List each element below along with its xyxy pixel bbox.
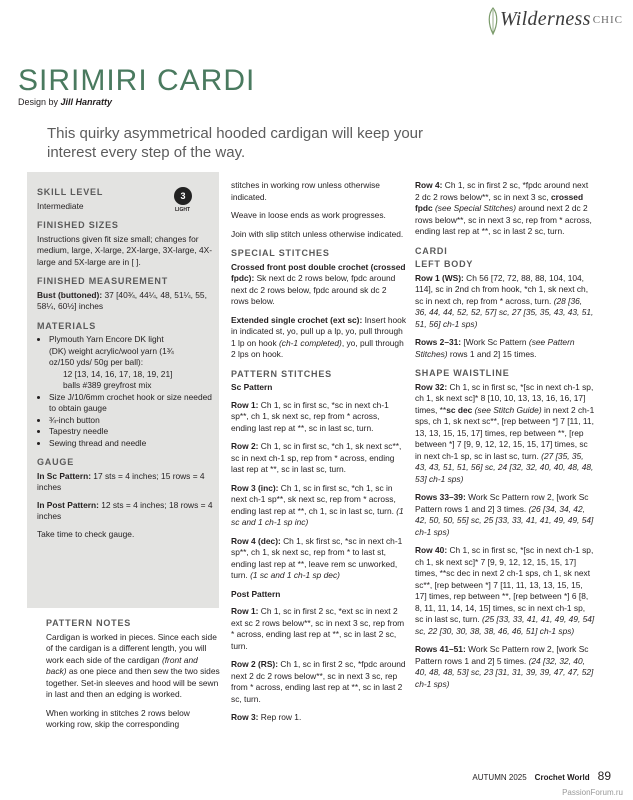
shape-waistline-heading: SHAPE WAISTLINE (415, 368, 510, 378)
materials-list (37, 334, 213, 449)
page-number: 89 (597, 769, 611, 783)
brand-tag: CHIC (592, 13, 623, 26)
post-pattern-heading: Post Pattern (231, 588, 281, 599)
yarn-weight-icon: 3 (174, 187, 192, 205)
pattern-row: Rows 2–31: [Work Sc Pattern (see Pattern Stitches) rows 1 and 2] 15 times. (415, 337, 575, 359)
notes-paragraph: When working in stitches 2 rows below working row, skip the corresponding (46, 707, 190, 729)
notes-heading: PATTERN NOTES (46, 618, 132, 628)
pattern-row: Row 4: Ch 1, sc in first 2 sc, *fpdc around next 2 dc 2 rows below**, sc in next 3 sc, crossed fpdc (see Special Stitches) around next 2 dc 2 rows below**, sc in next 3 sc, rep from * across, ending last rep at **, sc in last 2 sc, turn. (415, 180, 592, 236)
brand-logo (500, 8, 623, 31)
byline: Design by Jill Hanratty (18, 97, 113, 107)
pattern-row: Row 3 (inc): Ch 1, sc in first sc, *ch 1, sc in next ch-1 sp**, sk next sc, rep from * across, ending last rep at **, ch 1, sc in last sc, turn. (1 sc and 1 ch-1 sp inc) (231, 482, 404, 527)
materials-sidebar (27, 172, 219, 608)
pattern-stitches-heading: PATTERN STITCHES (231, 368, 332, 379)
page-title: SIRIMIRI CARDI (18, 64, 256, 97)
pattern-row: Row 40: Ch 1, sc in first sc, *[sc in next ch-1 sp, ch 1, sk next sc]* 7 [9, 9, 12, 12, 15, 15, 17] times, **sc dec in next 2 ch-1 sps, ch 1, sk next sc**, [rep between *] 7 [11, 11, 13, 13, 15, 15, 17] times, rep between **, [rep between *] 6 [8, 8, 11, 11, 14, 14, 15] times, sc in next ch-1 sp, sc in last sc, turn. (25 [33, 33, 41, 41, 49, 49, 54] sc, 22 [30, 30, 38, 38, 46, 46, 51] ch-1 sps) (415, 545, 595, 636)
stitch-definition: Crossed front post double crochet (crossed fpdc): Sk next dc 2 rows below, fpdc around next dc 2 rows below, fpdc around sk dc 2 rows below. (231, 261, 406, 306)
measurement-text: Bust (buttoned): 37 [40¾, 44¼, 48, 51¼, 55, 58¼, 60½] inches (37, 289, 207, 311)
special-stitches-heading: SPECIAL STITCHES (231, 248, 330, 258)
issue-label: AUTUMN 2025 (472, 773, 527, 782)
paragraph: Weave in loose ends as work progresses. (231, 210, 386, 220)
measurement-heading: FINISHED MEASUREMENT (37, 276, 169, 286)
paragraph: stitches in working row unless otherwise indicated. (231, 180, 380, 202)
left-body-heading: LEFT BODY (415, 259, 474, 269)
gauge-heading: GAUGE (37, 457, 75, 467)
notes-paragraph: Cardigan is worked in pieces. Since each side of the cardigan is a different length, you will work each side of the cardigan (front and back) as one piece and then sew the two sides together. Set-in sleeves and hood will be sewn in last and then an edging is worked. (46, 631, 220, 699)
brand-script: Wilderness (499, 8, 591, 30)
yarn-weight-label: LIGHT (175, 207, 190, 213)
list-item: • Size J/10/6mm crochet hook or size needed to obtain gauge (49, 392, 213, 415)
pattern-row: Row 32: Ch 1, sc in first sc, *[sc in next ch-1 sp, ch 1, sk next sc]* 8 [10, 10, 13, 13, 16, 16, 17] times, **sc dec (see Stitch Guide) in next 2 ch-1 sps, ch 1, sk next sc**, [rep between *] 7 [11, 11, 13, 13, 15, 15, 17] times, rep between **, [rep between *] 7 [9, 9, 12, 12, 15, 15, 17] times, sc in next ch-1 sp, sc in last sc, turn. (27 [35, 35, 43, 43, 51, 51, 56] sc, 24 [32, 32, 40, 40, 48, 48, 53] ch-1 sps) (415, 381, 595, 484)
cardi-heading: CARDI (415, 245, 448, 256)
skill-heading: SKILL LEVEL (37, 187, 104, 197)
sizes-heading: FINISHED SIZES (37, 220, 119, 230)
skill-value: Intermediate (37, 200, 84, 211)
sc-pattern-heading: Sc Pattern (231, 382, 273, 392)
gauge-note: Take time to check gauge. (37, 528, 135, 539)
pattern-row: Row 1 (WS): Ch 56 [72, 72, 88, 88, 104, 104, 114], sc in 2nd ch from hook, *ch 1, sk next ch, sc in next ch, rep from * across, turn. (28 [36, 36, 44, 44, 52, 52, 57] sc, 27 [35, 35, 43, 43, 51, 51, 56] ch-1 sps) (415, 272, 594, 329)
page-footer (472, 769, 611, 783)
materials-heading: MATERIALS (37, 320, 97, 331)
list-item: • ¾-inch button (49, 415, 213, 427)
list-item: • Plymouth Yarn Encore DK light (DK) weight acrylic/wool yarn (1¾ oz/150 yds/ 50g per ball): 12 [13, 14, 16, 17, 18, 19, 21] balls #389 greyfrost mix (49, 334, 213, 392)
gauge-post: In Post Pattern: 12 sts = 4 inches; 18 rows = 4 inches (37, 499, 213, 521)
pattern-row: Row 3: Rep row 1. (231, 712, 302, 722)
designer-name: Jill Hanratty (60, 97, 113, 107)
pattern-row: Rows 41–51: Work Sc Pattern row 2, [work Sc Pattern rows 1 and 2] 5 times. (24 [32, 32, 40, 40, 48, 48, 53] sc, 23 [31, 31, 39, 39, 47, 47, 52] ch-1 sps) (415, 644, 594, 689)
intro-text: This quirky asymmetrical hooded cardigan will keep your interest every step of the way. (47, 125, 423, 161)
pattern-row: Row 2: Ch 1, sc in first sc, *ch 1, sk next sc**, sc in next ch-1 sp, rep from * across, ending last rep at **, sc in last sc, turn. (231, 441, 402, 474)
sizes-text: Instructions given fit size small; changes for medium, large, X-large, 2X-large, 3X-large, 4X-large and 5X-large are in [ ]. (37, 233, 213, 267)
column-3 (415, 180, 595, 697)
column-1 (46, 618, 220, 738)
pattern-row: Row 1: Ch 1, sc in first sc, *sc in next ch-1 sp**, ch 1, sk next sc, rep from * across, ending last rep at **, sc in last sc, turn. (231, 399, 389, 433)
magazine-name: Crochet World (534, 773, 590, 782)
pattern-row: Row 1: Ch 1, sc in first 2 sc, *ext sc in next 2 ext sc 2 rows below**, sc in next 3 sc, rep from * across, ending last rep at **, sc in last 2 sc, turn. (231, 606, 405, 651)
pattern-row: Row 4 (dec): Ch 1, sk first sc, *sc in next ch-1 sp**, ch 1, sk next sc, rep from * to last st, ending last rep at **, leave rem sc unworked, turn. (1 sc and 1 ch-1 sp dec) (231, 535, 403, 580)
paragraph: Join with slip stitch unless otherwise indicated. (231, 228, 404, 239)
list-item: • Sewing thread and needle (49, 438, 213, 450)
list-item: • Tapestry needle (49, 426, 213, 438)
pattern-row: Row 2 (RS): Ch 1, sc in first 2 sc, *fpdc around next 2 dc 2 rows below**, sc in next 3 sc, rep from * across, ending last rep at **, sc in last 2 sc, turn. (231, 659, 406, 704)
pattern-row: Rows 33–39: Work Sc Pattern row 2, [work Sc Pattern rows 1 and 2] 3 times. (26 [34, 34, 42, 42, 50, 50, 55] sc, 25 [33, 33, 41, 41, 49, 49, 54] ch-1 sps) (415, 492, 594, 537)
stitch-definition: Extended single crochet (ext sc): Insert hook in indicated st, yo, pull up a lp, yo, pull through 1 lp on hook (ch-1 completed), yo, pull through 2 lps on hook. (231, 314, 407, 359)
column-2 (231, 180, 406, 731)
watermark: PassionForum.ru (562, 788, 623, 797)
gauge-sc: In Sc Pattern: 17 sts = 4 inches; 15 rows = 4 inches (37, 470, 205, 492)
leaf-icon (486, 6, 500, 36)
